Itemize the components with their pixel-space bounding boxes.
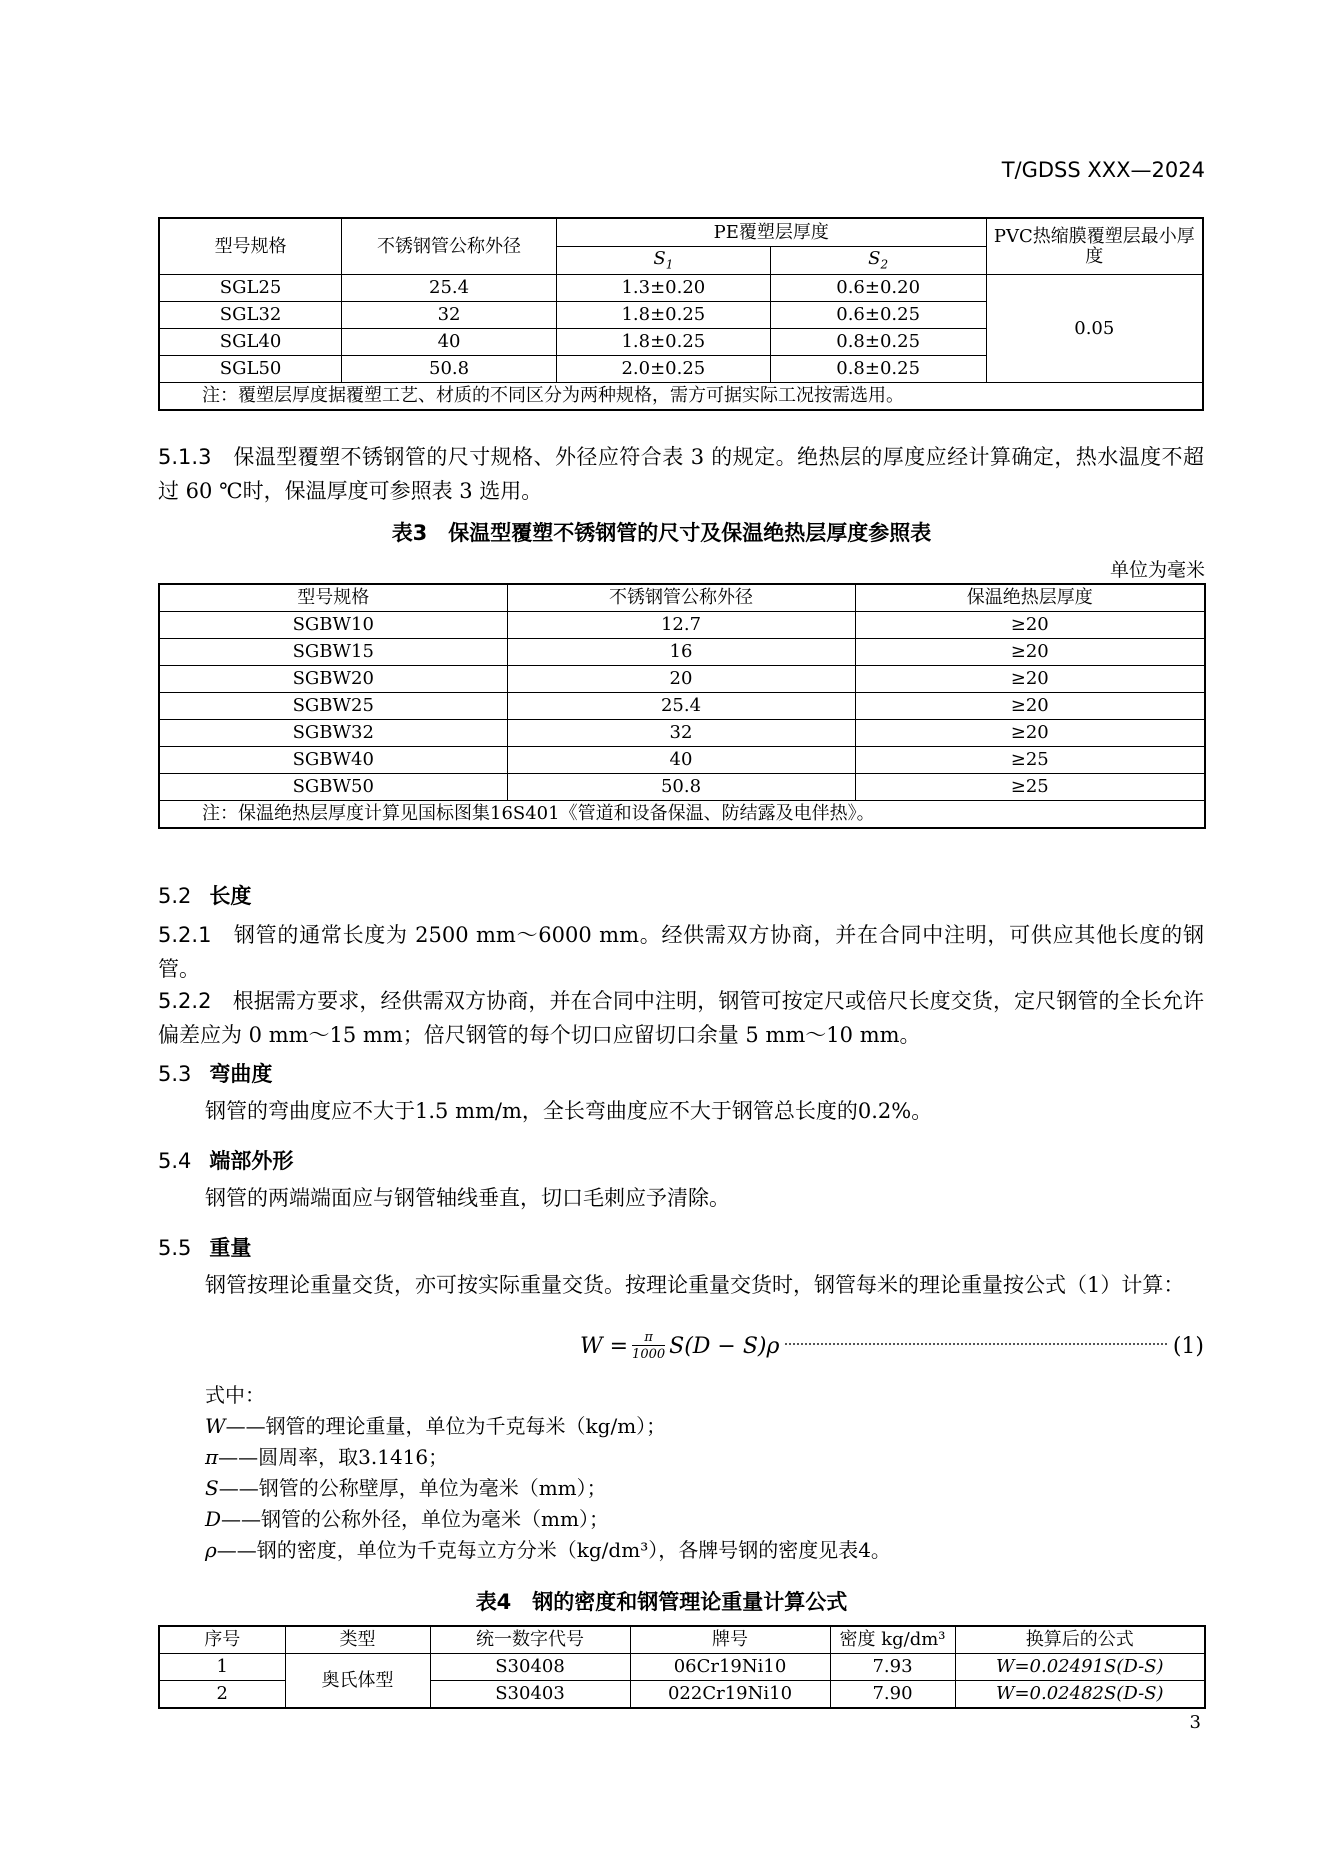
table-3-caption: 表3 保温型覆塑不锈钢管的尺寸及保温绝热层厚度参照表: [391, 521, 932, 545]
header-outer-diameter: 不锈钢管公称外径: [507, 584, 855, 612]
definition-item: π——圆周率，取3.1416；: [205, 1445, 449, 1469]
table-4-density: [158, 1625, 1206, 1709]
cell-model: SGBW20: [159, 666, 507, 693]
header-insulation-thickness: 保温绝热层厚度: [855, 584, 1205, 612]
section-5-5-heading: [158, 1232, 251, 1262]
cell-s1: 1.8±0.25: [556, 302, 770, 329]
clause-number: 5.2.1: [158, 923, 212, 947]
header-s2: $S_2$: [770, 247, 986, 275]
section-number: 5.2: [158, 884, 192, 908]
cell-no: 1: [159, 1654, 285, 1681]
section-number: 5.5: [158, 1236, 192, 1260]
cell-code: S30408: [430, 1654, 630, 1681]
section-5-5-text: 钢管按理论重量交货，亦可按实际重量交货。按理论重量交货时，钢管每米的理论重量按公式（1）计算：: [205, 1273, 1185, 1297]
cell-s2: 0.6±0.25: [770, 302, 986, 329]
cell-od: 25.4: [507, 693, 855, 720]
cell-ins: ≥20: [855, 612, 1205, 639]
cell-ins: ≥20: [855, 639, 1205, 666]
fraction-numerator: π: [644, 1330, 653, 1345]
cell-model: SGL40: [159, 329, 342, 356]
section-5-3-text: 钢管的弯曲度应不大于1.5 mm/m，全长弯曲度应不大于钢管总长度的0.2%。: [205, 1099, 933, 1123]
header-grade: 牌号: [630, 1626, 830, 1654]
header-density: 密度 kg/dm³: [830, 1626, 955, 1654]
cell-type: 奥氏体型: [285, 1654, 430, 1709]
section-title: 重量: [209, 1236, 252, 1260]
fraction-denominator: 1000: [632, 1347, 666, 1362]
section-number: 5.3: [158, 1062, 192, 1086]
section-5-2-heading: [158, 880, 251, 910]
document-code: T/GDSS XXX—2024: [1001, 158, 1205, 182]
cell-od: 12.7: [507, 612, 855, 639]
cell-s2: 0.8±0.25: [770, 356, 986, 383]
table-2-note: 注：覆塑层厚度据覆塑工艺、材质的不同区分为两种规格，需方可据实际工况按需选用。: [159, 383, 1203, 411]
cell-ins: ≥20: [855, 720, 1205, 747]
formula-rhs: S(D − S)ρ: [669, 1333, 780, 1359]
section-number: 5.4: [158, 1149, 192, 1173]
cell-ins: ≥20: [855, 693, 1205, 720]
cell-s2: 0.6±0.20: [770, 275, 986, 302]
header-code: 统一数字代号: [430, 1626, 630, 1654]
formula-definitions: [205, 1380, 891, 1566]
clause-text: 保温型覆塑不锈钢管的尺寸规格、外径应符合表 3 的规定。绝热层的厚度应经计算确定，热水温度不超过 60 ℃时，保温厚度可参照表 3 选用。: [158, 445, 1204, 503]
table-row: [159, 693, 1205, 720]
clause-5-2-1: [158, 918, 1204, 986]
clause-5-2-2: [158, 984, 1204, 1052]
cell-od: 50.8: [342, 356, 557, 383]
cell-model: SGBW10: [159, 612, 507, 639]
definition-item: ρ——钢的密度，单位为千克每立方分米（kg/dm³），各牌号钢的密度见表4。: [205, 1538, 891, 1562]
table-2-coating-thickness: [158, 217, 1204, 411]
cell-ins: ≥25: [855, 747, 1205, 774]
cell-od: 32: [507, 720, 855, 747]
cell-code: S30403: [430, 1681, 630, 1709]
leader-dots: [785, 1343, 1166, 1345]
header-formula: 换算后的公式: [955, 1626, 1205, 1654]
section-title: 端部外形: [209, 1149, 294, 1173]
table-row: [159, 275, 1203, 302]
cell-model: SGL25: [159, 275, 342, 302]
cell-od: 20: [507, 666, 855, 693]
page-number: 3: [1189, 1712, 1201, 1733]
header-pe-thickness: PE覆塑层厚度: [556, 218, 986, 247]
clause-text: 根据需方要求，经供需双方协商，并在合同中注明，钢管可按定尺或倍尺长度交货，定尺钢管的全长允许偏差应为 0 mm～15 mm；倍尺钢管的每个切口应留切口余量 5 mm～10 mm。: [158, 989, 1205, 1047]
cell-grade: 06Cr19Ni10: [630, 1654, 830, 1681]
formula-lhs: W =: [580, 1333, 629, 1359]
cell-ins: ≥20: [855, 666, 1205, 693]
cell-formula: W=0.02482S(D-S): [955, 1681, 1205, 1709]
section-title: 弯曲度: [209, 1062, 273, 1086]
cell-model: SGBW15: [159, 639, 507, 666]
cell-density: 7.93: [830, 1654, 955, 1681]
header-outer-diameter: 不锈钢管公称外径: [342, 218, 557, 275]
cell-od: 25.4: [342, 275, 557, 302]
clause-5-1-3: [158, 440, 1204, 508]
header-no: 序号: [159, 1626, 285, 1654]
header-pvc-thickness: PVC热缩膜覆塑层最小厚度: [986, 218, 1203, 275]
cell-density: 7.90: [830, 1681, 955, 1709]
cell-ins: ≥25: [855, 774, 1205, 801]
cell-s1: 1.8±0.25: [556, 329, 770, 356]
formula-fraction: [632, 1330, 665, 1362]
cell-s1: 2.0±0.25: [556, 356, 770, 383]
header-model: 型号规格: [159, 584, 507, 612]
table-3-unit: 单位为毫米: [1109, 559, 1205, 581]
cell-model: SGL50: [159, 356, 342, 383]
header-type: 类型: [285, 1626, 430, 1654]
cell-pvc-value: 0.05: [986, 275, 1203, 383]
table-row: [159, 1654, 1205, 1681]
section-title: 长度: [209, 884, 252, 908]
clause-number: 5.2.2: [158, 989, 212, 1013]
cell-model: SGBW40: [159, 747, 507, 774]
cell-model: SGBW32: [159, 720, 507, 747]
definition-item: W——钢管的理论重量，单位为千克每米（kg/m）；: [205, 1414, 667, 1438]
table-row: [159, 666, 1205, 693]
table-row: [159, 639, 1205, 666]
header-s1: $S_1$: [556, 247, 770, 275]
section-5-4-text: 钢管的两端端面应与钢管轴线垂直，切口毛刺应予清除。: [205, 1186, 730, 1210]
cell-od: 16: [507, 639, 855, 666]
table-row: [159, 720, 1205, 747]
cell-od: 40: [342, 329, 557, 356]
definitions-intro: 式中：: [205, 1383, 265, 1407]
cell-od: 32: [342, 302, 557, 329]
cell-formula: W=0.02491S(D-S): [955, 1654, 1205, 1681]
table-row: [159, 774, 1205, 801]
section-5-3-heading: [158, 1058, 272, 1088]
clause-number: 5.1.3: [158, 445, 212, 469]
cell-model: SGBW25: [159, 693, 507, 720]
cell-od: 40: [507, 747, 855, 774]
table-4-caption: 表4 钢的密度和钢管理论重量计算公式: [475, 1590, 848, 1614]
cell-grade: 022Cr19Ni10: [630, 1681, 830, 1709]
table-3-note: 注：保温绝热层厚度计算见国标图集16S401《管道和设备保温、防结露及电伴热》。: [159, 801, 1205, 829]
clause-text: 钢管的通常长度为 2500 mm～6000 mm。经供需双方协商，并在合同中注明，可供应其他长度的钢管。: [158, 923, 1205, 981]
cell-model: SGL32: [159, 302, 342, 329]
table-row: [159, 612, 1205, 639]
table-row: [159, 747, 1205, 774]
cell-od: 50.8: [507, 774, 855, 801]
equation-number: (1): [1172, 1333, 1204, 1359]
section-5-4-heading: [158, 1145, 293, 1175]
cell-no: 2: [159, 1681, 285, 1709]
cell-model: SGBW50: [159, 774, 507, 801]
definition-item: S——钢管的公称壁厚，单位为毫米（mm）；: [205, 1476, 607, 1500]
definition-item: D——钢管的公称外径，单位为毫米（mm）；: [205, 1507, 609, 1531]
cell-s1: 1.3±0.20: [556, 275, 770, 302]
weight-formula: [580, 1330, 1204, 1362]
table-3-insulation: [158, 583, 1206, 829]
header-model: 型号规格: [159, 218, 342, 275]
cell-s2: 0.8±0.25: [770, 329, 986, 356]
